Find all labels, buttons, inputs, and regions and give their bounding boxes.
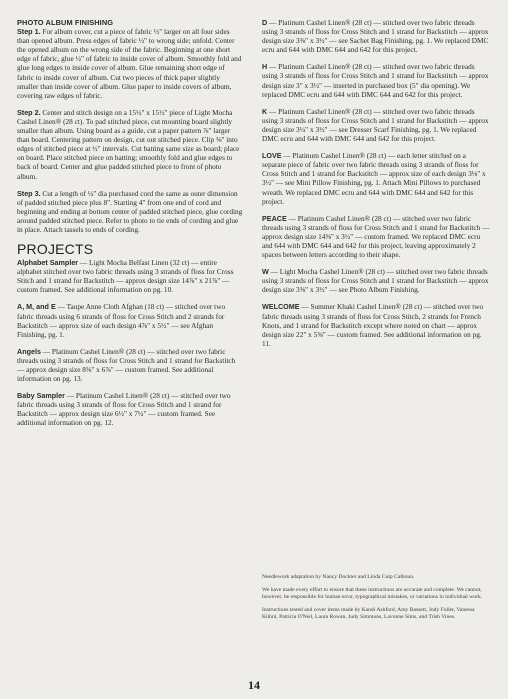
step-label: Step 2. — [17, 107, 41, 117]
project-title: K — [262, 106, 268, 116]
project-text: — Platinum Cashel Linen® (28 ct) — stitched over two fabric threads using 3 strands of floss for Cross Stitch and 1 strand for Backstitch — approx design size 8⅝" x 6⅞" — custom framed. See additional information on pg. 13. — [17, 346, 236, 384]
project-text: — Taupe Anne Cloth Afghan (18 ct) — stitched over two fabric threads using 6 strands of floss for Cross Stitch and 2 strands for Backstitch — approx size of each design 4⅞" x 5½" — see Afghan Finishing, pg. 1. — [17, 302, 226, 339]
project-entry — [262, 151, 490, 206]
project-title: LOVE — [262, 151, 282, 161]
project-entry — [17, 347, 243, 383]
project-entry — [262, 302, 490, 347]
project-title: W — [262, 267, 269, 277]
project-title: WELCOME — [262, 302, 300, 312]
finishing-step-2 — [17, 108, 243, 181]
project-entry — [17, 302, 243, 338]
project-entry — [262, 18, 490, 54]
project-text: — Platinum Cashel Linen® (28 ct) — each letter stitched on a separate piece of fabric over two fabric threads using 3 strands of floss for Cross Stitch and 1 strand for Backstitch — approx size of each design 3⅛" x 3½" — see Mini Pillow Finishing, pg. 1. Attach Mini Pillows to purchased wreath. We replaced DMC ecru and 644 with DMC 644 and 642 for this project. — [262, 151, 486, 206]
page-number: 14 — [248, 678, 260, 692]
instructions-credits: Instructions tested and cover items made by Kandi Ashford, Amy Bassett, Jody Fuller, Vanessa Kiihnl, Patricia O'Neil, Laura Rowan, Judy Simmons, Lavonne Sims, and Trish Vines. — [262, 607, 475, 621]
project-text: — Platinum Cashel Linen® (28 ct) — stitched over two fabric threads using 3 strands of floss for Cross Stitch and 1 strand for Backstitch — approx design size 3¼" x 3½" — see Dresser Scarf Finishing, pg. 1. We replaced DMC ecru and 644 with DMC 644 and 642 for this project. — [262, 106, 489, 144]
finishing-step-3 — [17, 189, 243, 234]
step-label: Step 1. — [17, 27, 41, 37]
project-entry — [262, 214, 490, 259]
disclaimer: We have made every effort to ensure that these instructions are accurate and complete. We cannot, however, be responsible for human error, typographical mistakes, or variations in individual work. — [262, 587, 483, 601]
finishing-step-1 — [17, 27, 243, 100]
project-text: — Platinum Cashel Linen® (28 ct) — stitched over two fabric threads using 3 strands of floss for Cross Stitch and 1 strand for Backstitch — approx design size 3⅜" x 3½" — see Sachet Bag Finishing, pg. 1. We replaced DMC ecru and 644 with DMC 644 and 642 for this project. — [262, 18, 489, 55]
project-title: D — [262, 18, 268, 27]
footer-notes — [262, 574, 488, 627]
project-title: A, M, and E — [17, 302, 56, 312]
project-entry — [262, 62, 490, 98]
step-text: Center and stitch design on a 15½" x 15½" piece of Light Mocha Cashel Linen® (28 ct). To pad stitched piece, cut mounting board slightly smaller than album. Using board as a guide, cut a paper pattern ⅞" larger than board. Centering pattern on design, cut out stitched piece. Clip ⅜" into edges of stitched piece at ½" intervals. Cut batting same size as board; place on board. Place stitched piece on batting; smoothly fold and glue edges to back of board. Center and glue padded stitched piece to front of photo album. — [17, 107, 240, 181]
project-text: — Light Mocha Belfast Linen (32 ct) — entire alphabet stitched over two fabric threads using 3 strands of floss for Cross Stitch and 1 strand for Backstitch — approx design size 14⅞" x 21⅞" — custom framed. See additional information on pg. 10. — [17, 258, 234, 295]
step-text: Cut a length of ¼" dia purchased cord the same as outer dimension of padded stitched piece plus 8". Starting 4" from one end of cord and beginning and ending at bottom center of padded stitched piece, glue cording around padded stitched piece. Refer to photo to tie ends of cording and glue in place. Attach tassels to ends of cording. — [17, 188, 243, 234]
project-text: — Platinum Cashel Linen® (28 ct) — stitched over two fabric threads using 3 strands of floss for Cross Stitch and 1 strand for Backstitch — approx design size 6½" x 7¼" — custom framed. See additional information on pg. 12. — [17, 391, 231, 428]
project-entry — [17, 258, 243, 294]
right-column — [262, 18, 490, 356]
project-title: Angels — [17, 346, 41, 356]
project-text: — Summer Khaki Cashel Linen® (28 ct) — stitched over two fabric threads using 3 strands of floss for Cross Stitch, 2 strands for French Knots, and 1 strand for Backstitch except where noted on chart — approx design size 22" x 5⅝" — custom framed. See additional information on pg. 11. — [262, 302, 484, 348]
step-text: For album cover, cut a piece of fabric ½" larger on all four sides than opened album. Press edges of fabric ½" to wrong side; unfold. Center the opened album on the wrong side of the fabric. Beginning at one short edge of fabric, glue ½" of fabric to inside cover of album. Smoothly fold and glue long edges to inside cover of album. Glue remaining short edge of fabric to inside cover of album. Cut two pieces of thick paper slightly smaller than inside cover of album. Glue paper to inside covers of album, covering raw edges of fabric. — [17, 27, 242, 100]
project-text: — Platinum Cashel Linen® (28 ct) — stitched over two fabric threads using 3 strands of floss for Cross Stitch and 1 strand for Backstitch — approx design size 3" x 3½" — inserted in purchased box (5" dia opening). We replaced DMC ecru and 644 with DMC 644 and 642 for this project. — [262, 62, 489, 99]
project-title: Alphabet Sampler — [17, 258, 79, 268]
project-entry — [262, 107, 490, 143]
project-text: — Light Mocha Cashel Linen® (28 ct) — stitched over two fabric threads using 3 strands of floss for Cross Stitch and 1 strand for Backstitch — approx design size 3⅜" x 3½" — see Photo Album Finishing. — [262, 267, 489, 295]
left-column — [17, 18, 243, 436]
project-text: — Platinum Cashel Linen® (28 ct) — stitched over two fabric threads using 3 strands of floss for Cross Stitch and 1 strand for Backstitch — approx design size 14⅝" x 3½" — custom framed. We replaced DMC ecru and 644 with DMC 644 and 642 for this project, leaving approximately 2 spaces between letters according to their shape. — [262, 213, 490, 260]
project-title: Baby Sampler — [17, 391, 65, 401]
project-entry — [17, 391, 243, 427]
projects-heading: PROJECTS — [17, 241, 94, 258]
project-title: PEACE — [262, 213, 287, 223]
step-label: Step 3. — [17, 188, 41, 198]
project-title: H — [262, 62, 268, 72]
adaptation-credit: Needlework adaptation by Nancy Dockter and Linda Culp Calhoun. — [262, 574, 415, 580]
project-entry — [262, 267, 490, 294]
finishing-heading: PHOTO ALBUM FINISHING — [17, 18, 114, 27]
